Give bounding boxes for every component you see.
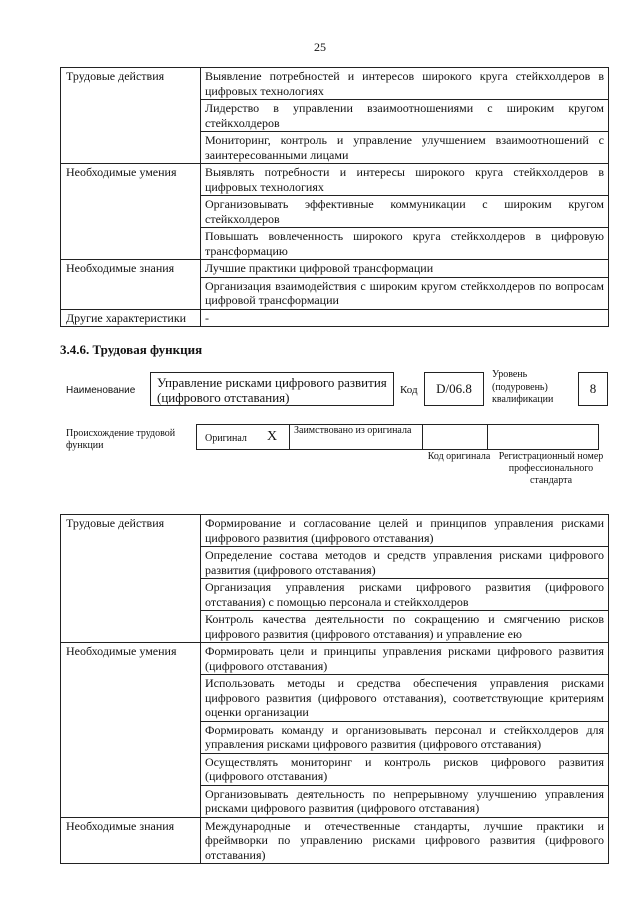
row-item: - [201, 309, 609, 327]
row-item: Выявлять потребности и интересы широкого круга стейкхолдеров в цифровых технологиях [201, 164, 609, 196]
row-item: Определение состава методов и средств управления рисками цифрового развития (цифрового отставания) [201, 547, 609, 579]
row-item: Организовывать деятельность по непрерывному улучшению управления рисками цифрового развития (цифрового отставания) [201, 785, 609, 817]
table-row [61, 260, 609, 278]
row-label: Трудовые действия [61, 515, 201, 643]
row-item: Формировать цели и принципы управления рисками цифрового развития (цифрового отставания) [201, 643, 609, 675]
origin-label: Происхождение трудовой функции [66, 428, 176, 451]
origin-row [197, 424, 599, 450]
row-item: Повышать вовлеченность широкого круга стейкхолдеров в цифровую трансформацию [201, 228, 609, 260]
row-item: Лучшие практики цифровой трансформации [201, 260, 609, 278]
row-item: Организовывать эффективные коммуникации с широким кругом стейкхолдеров [201, 196, 609, 228]
table-row [61, 643, 609, 675]
row-label: Необходимые умения [61, 164, 201, 260]
row-item: Лидерство в управлении взаимоотношениями с широким кругом стейкхолдеров [201, 100, 609, 132]
function-name-field: Управление рисками цифрового развития (цифрового отставания) [150, 372, 394, 406]
row-item: Международные и отечественные стандарты, лучшие практики и фреймворки по управлению рисками цифрового развития (цифрового отставания) [201, 817, 609, 864]
qualification-table-2 [60, 514, 609, 864]
row-item: Контроль качества деятельности по сокращению и смягчению рисков цифрового развития (цифрового отставания) и управление ею [201, 611, 609, 643]
row-label: Необходимые умения [61, 643, 201, 818]
row-item: Использовать методы и средства обеспечения управления рисками цифрового развития (цифрового отставания), соответствующие критериям оценки организации [201, 675, 609, 722]
table-row [61, 309, 609, 327]
row-item: Мониторинг, контроль и управление улучшением взаимоотношений с заинтересованными лицами [201, 132, 609, 164]
table-row [61, 817, 609, 864]
row-label: Необходимые знания [61, 260, 201, 310]
name-label: Наименование [66, 385, 136, 396]
function-code-field: D/06.8 [424, 372, 484, 406]
original-code-cell [422, 424, 488, 450]
table-row [61, 68, 609, 100]
registration-caption: Регистрационный номер профессионального стандарта [498, 451, 604, 486]
original-label: Оригинал [205, 433, 247, 444]
row-item: Выявление потребностей и интересов широкого круга стейкхолдеров в цифровых технологиях [201, 68, 609, 100]
row-item: Формирование и согласование целей и принципов управления рисками цифрового развития (цифрового отставания) [201, 515, 609, 547]
level-field: 8 [578, 372, 608, 406]
row-label: Другие характеристики [61, 309, 201, 327]
row-item: Организация управления рисками цифрового развития (цифрового отставания) с помощью персонала и стейкхолдеров [201, 579, 609, 611]
registration-number-cell [487, 424, 599, 450]
row-item: Организация взаимодействия с широким кругом стейкхолдеров по вопросам цифровой трансформации [201, 277, 609, 309]
original-mark: X [267, 429, 278, 444]
row-item: Формировать команду и организовывать персонал и стейкхолдеров для управления рисками цифрового развития (цифрового отставания) [201, 721, 609, 753]
level-label: Уровень (подуровень) квалификации [492, 369, 554, 405]
row-item: Осуществлять мониторинг и контроль рисков цифрового развития (цифрового отставания) [201, 753, 609, 785]
borrowed-label: Заимствовано из оригинала [294, 425, 412, 436]
borrowed-cell [289, 424, 423, 450]
section-heading: 3.4.6. Трудовая функция [60, 342, 203, 357]
code-caption: Код оригинала [427, 451, 491, 462]
table-row [61, 515, 609, 547]
page-number: 25 [314, 40, 326, 54]
table-row [61, 164, 609, 196]
row-label: Необходимые знания [61, 817, 201, 864]
code-label: Код [400, 384, 418, 396]
original-cell [196, 424, 290, 450]
qualification-table-1 [60, 67, 609, 327]
row-label: Трудовые действия [61, 68, 201, 164]
